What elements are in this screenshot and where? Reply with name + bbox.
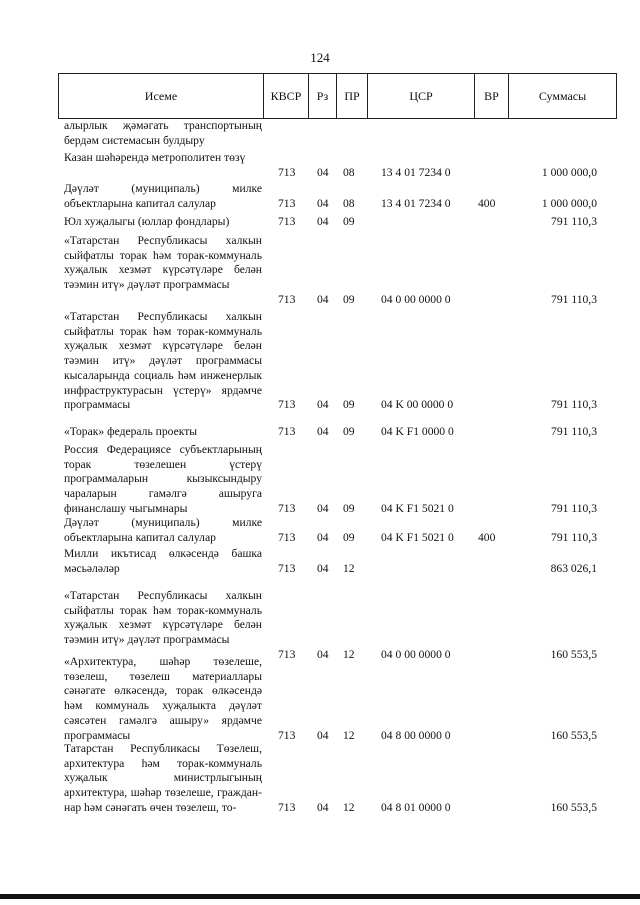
row-csr: 04 K F1 0000 0 [381, 425, 454, 438]
row-rz: 04 [317, 292, 329, 306]
row-name: Милли икътисад өлкәсендә башка мәсьәләләр [64, 547, 262, 575]
row-csr: 04 0 00 0000 0 [381, 292, 451, 306]
row-rz: 04 [317, 728, 329, 742]
row-name: Дәүләт (муниципаль) милке объектларына капитал салулар [64, 182, 262, 210]
row-sum: 791 110,3 [551, 501, 597, 515]
bottom-rule [0, 894, 640, 899]
row-pr: 12 [343, 800, 355, 814]
row-pr: 12 [343, 647, 355, 661]
row-sum: 1 000 000,0 [541, 165, 597, 179]
row-pr: 08 [343, 165, 355, 179]
row-name: алырлык җәмәгать транспортының бердәм системасын булдыру [64, 119, 262, 147]
row-pr: 09 [343, 501, 355, 515]
row-csr: 04 8 01 0000 0 [381, 800, 451, 814]
row-rz: 04 [317, 398, 329, 412]
row-sum: 863 026,1 [550, 561, 597, 575]
row-kvsr: 713 [278, 196, 296, 210]
header-vr: ВР [475, 74, 509, 118]
row-kvsr: 713 [278, 800, 296, 814]
row-sum: 1 000 000,0 [541, 196, 597, 210]
row-name: «Торак» федераль проекты [64, 425, 198, 438]
row-name: «Архитектура, шәһәр төзелеше, төзелеш, төзелеш материаллары сәнәгате өлкәсендә, торак өлкәсендә һәм коммуналь хуҗалыкта дәүләт сәясәтен гамәлгә ашыру» ярдәмче программасы [64, 655, 262, 742]
row-csr: 04 8 00 0000 0 [381, 728, 451, 742]
row-rz: 04 [317, 800, 329, 814]
row-rz: 04 [317, 425, 329, 438]
row-vr: 400 [478, 196, 496, 210]
row-rz: 04 [317, 561, 329, 575]
row-csr: 13 4 01 7234 0 [381, 196, 451, 210]
row-pr: 12 [343, 561, 355, 575]
row-pr: 09 [343, 292, 355, 306]
row-pr: 12 [343, 728, 355, 742]
row-rz: 04 [317, 647, 329, 661]
row-kvsr: 713 [278, 292, 296, 306]
row-rz: 04 [317, 215, 329, 228]
header-name: Исеме [59, 74, 264, 118]
row-kvsr: 713 [278, 647, 296, 661]
row-kvsr: 713 [278, 425, 296, 438]
row-rz: 04 [317, 196, 329, 210]
table-header [58, 73, 617, 119]
header-kvsr: КВСР [264, 74, 309, 118]
row-pr: 09 [343, 215, 355, 228]
row-vr: 400 [478, 530, 496, 544]
row-csr: 04 0 00 0000 0 [381, 647, 451, 661]
row-kvsr: 713 [278, 561, 296, 575]
row-pr: 09 [343, 530, 355, 544]
row-pr: 09 [343, 425, 355, 438]
row-sum: 160 553,5 [550, 800, 597, 814]
row-name: Россия Федерациясе субъектларының торак төзелешен үстерү программаларын кызыксындыру чараларын гамәлгә ашыруга финанслашу чыгымнары [64, 443, 262, 515]
row-kvsr: 713 [278, 398, 296, 412]
row-sum: 791 110,3 [551, 398, 597, 412]
header-sum: Суммасы [538, 89, 587, 103]
page-number: 124 [310, 50, 330, 65]
row-sum: 791 110,3 [551, 425, 597, 438]
row-rz: 04 [317, 501, 329, 515]
row-pr: 08 [343, 196, 355, 210]
row-rz: 04 [317, 165, 329, 179]
row-name: Татарстан Республикасы Төзелеш, архитектура һәм торак-коммуналь хуҗалык министрлыгының архитектура, шәһәр төзелеше, граждан-нар һәм сәнәгать өчен төзелеш, то- [64, 742, 262, 814]
row-name: «Татарстан Республикасы халкын сыйфатлы торак һәм торак-коммуналь хуҗалык хезмәт күрсәтүләре белән тәэмин итү» дәүләт программасы [64, 589, 262, 647]
row-sum: 791 110,3 [551, 292, 597, 306]
row-name: Юл хуҗалыгы (юллар фондлары) [64, 215, 230, 228]
row-rz: 04 [317, 530, 329, 544]
row-csr: 04 K 00 0000 0 [381, 398, 454, 412]
row-name: «Татарстан Республикасы халкын сыйфатлы торак һәм торак-коммуналь хуҗалык хезмәт күрсәтүләре белән тәэмин итү» дәүләт программасы [64, 234, 262, 292]
row-pr: 09 [343, 398, 355, 412]
header-csr: ЦСР [368, 74, 475, 118]
row-kvsr: 713 [278, 530, 296, 544]
row-kvsr: 713 [278, 165, 296, 179]
row-sum: 160 553,5 [550, 728, 597, 742]
row-sum: 160 553,5 [550, 647, 597, 661]
row-csr: 04 K F1 5021 0 [381, 530, 454, 544]
row-kvsr: 713 [278, 728, 296, 742]
row-kvsr: 713 [278, 501, 296, 515]
row-name: Дәүләт (муниципаль) милке объектларына капитал салулар [64, 516, 262, 544]
row-csr: 04 K F1 5021 0 [381, 501, 454, 515]
row-kvsr: 713 [278, 215, 296, 228]
row-sum: 791 110,3 [551, 215, 597, 228]
header-rz: Рз [309, 74, 337, 118]
row-name: Казан шәһәрендә метрополитен төзү [64, 151, 246, 164]
row-name: «Татарстан Республикасы халкын сыйфатлы торак һәм торак-коммуналь хуҗалык хезмәт күрсәтүләре белән тәэмин итү» дәүләт программасы кысаларында социаль һәм инженерлык инфраструктурасын үстерү» ярдәмче программасы [64, 310, 262, 412]
header-pr: ПР [337, 74, 368, 118]
row-csr: 13 4 01 7234 0 [381, 165, 451, 179]
row-sum: 791 110,3 [551, 530, 597, 544]
